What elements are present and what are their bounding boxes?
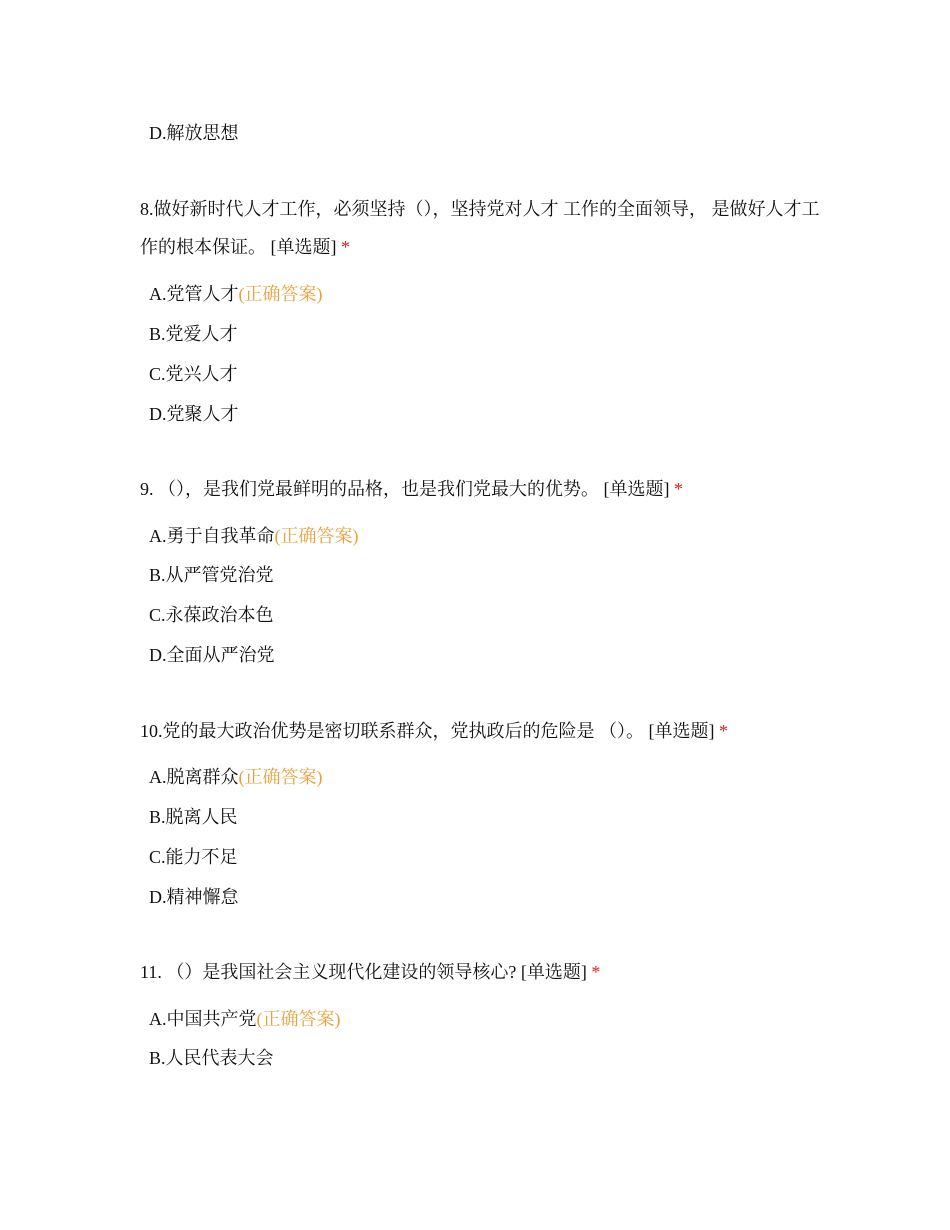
q9-option-b [149, 563, 274, 587]
option-label: A.脱离群众 [149, 767, 239, 787]
correct-answer-tag: (正确答案) [238, 767, 323, 787]
required-mark: * [719, 721, 728, 741]
question-text: 11. （）是我国社会主义现代化建设的领导核心? [140, 962, 517, 982]
question-text: 9. （），是我们党最鲜明的品格，也是我们党最大的优势。 [140, 479, 599, 499]
q11-option-b [149, 1046, 274, 1070]
q9-option-c [149, 603, 274, 627]
option-label: C.能力不足 [149, 847, 238, 867]
q11-option-a [149, 1007, 341, 1031]
required-mark: * [674, 479, 683, 499]
question-type: [单选题] [270, 237, 337, 257]
option-label: B.人民代表大会 [149, 1048, 274, 1068]
q10-option-d [149, 885, 239, 909]
option-label: B.党爱人才 [149, 324, 238, 344]
option-label: D.解放思想 [149, 123, 239, 143]
option-label: C.永葆政治本色 [149, 605, 274, 625]
q8-option-c [149, 362, 238, 386]
q8-option-b [149, 322, 238, 346]
q8-option-d [149, 402, 239, 426]
question-10 [140, 712, 820, 750]
question-11 [140, 953, 820, 991]
required-mark: * [591, 962, 601, 982]
question-type: [单选题] [603, 479, 670, 499]
option-label: D.全面从严治党 [149, 645, 275, 665]
option-label: A.勇于自我革命 [149, 526, 275, 546]
question-8 [140, 190, 820, 266]
correct-answer-tag: (正确答案) [274, 526, 359, 546]
option-label: D.精神懈怠 [149, 887, 239, 907]
option-label: A.中国共产党 [149, 1009, 257, 1029]
question-9 [140, 470, 820, 508]
option-label: A.党管人才 [149, 284, 239, 304]
q9-option-d [149, 643, 275, 667]
option-label: B.脱离人民 [149, 807, 238, 827]
correct-answer-tag: (正确答案) [238, 284, 323, 304]
option-label: B.从严管党治党 [149, 565, 274, 585]
option-label: C.党兴人才 [149, 364, 238, 384]
question-type: [单选题] [520, 962, 587, 982]
q9-option-a [149, 524, 359, 548]
q8-option-a [149, 282, 323, 306]
question-text: 8.做好新时代人才工作，必须坚持（），坚持党对人才 工作的全面领导， 是做好人才工作的根本保证。 [140, 199, 820, 257]
correct-answer-tag: (正确答案) [256, 1009, 341, 1029]
option-label: D.党聚人才 [149, 404, 239, 424]
required-mark: * [341, 237, 350, 257]
question-text: 10.党的最大政治优势是密切联系群众，党执政后的危险是 （）。 [140, 721, 644, 741]
option-d [149, 121, 239, 145]
q10-option-b [149, 805, 238, 829]
q10-option-a [149, 765, 323, 789]
q10-option-c [149, 845, 238, 869]
question-type: [单选题] [648, 721, 715, 741]
